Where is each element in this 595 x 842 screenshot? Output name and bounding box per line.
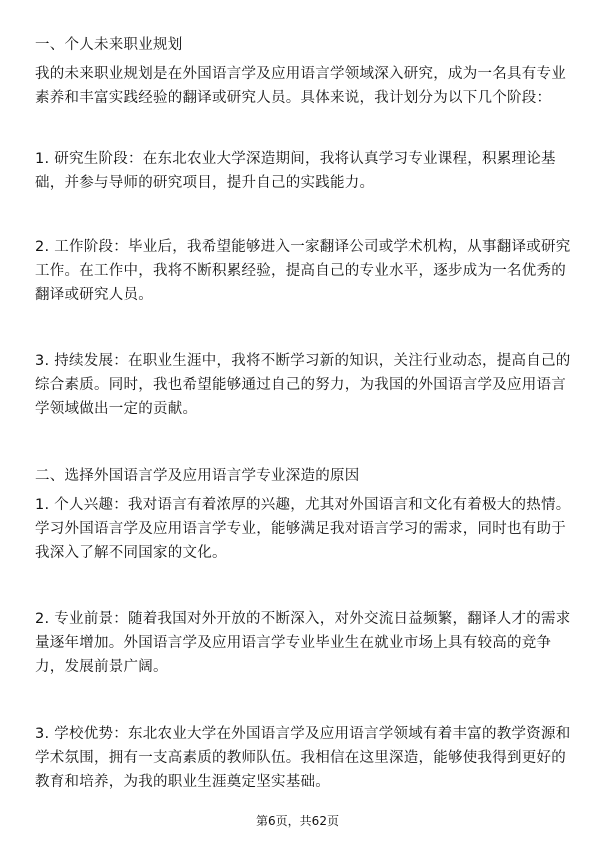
paragraph-line: 翻译或研究人员。 xyxy=(35,287,153,303)
section-heading-1 xyxy=(35,33,563,57)
paragraph-line: 学领域做出一定的贡献。 xyxy=(35,401,198,417)
section-heading-2 xyxy=(35,464,563,488)
reason-1-paragraph xyxy=(35,493,571,565)
paragraph-line: 量逐年增加。外国语言学及应用语言学专业毕业生在就业市场上具有较高的竞争 xyxy=(35,635,552,651)
paragraph-line: 2. 专业前景：随着我国对外开放的不断深入，对外交流日益频繁，翻译人才的需求 xyxy=(35,611,571,627)
heading-text: 一、个人未来职业规划 xyxy=(35,37,183,53)
stage-1-paragraph xyxy=(35,147,563,195)
reason-3-paragraph xyxy=(35,722,571,794)
heading-text: 二、选择外国语言学及应用语言学专业深造的原因 xyxy=(35,468,360,484)
stage-3-paragraph xyxy=(35,349,571,421)
paragraph-line: 综合素质。同时，我也希望能够通过自己的努力，为我国的外国语言学及应用语言 xyxy=(35,377,566,393)
paragraph-line: 学术氛围，拥有一支高素质的教师队伍。我相信在这里深造，能够使我得到更好的 xyxy=(35,750,566,766)
paragraph-line: 1. 个人兴趣：我对语言有着浓厚的兴趣，尤其对外国语言和文化有着极大的热情。 xyxy=(35,497,571,513)
paragraph-line: 教育和培养，为我的职业生涯奠定坚实基础。 xyxy=(35,774,330,790)
paragraph-line: 素养和丰富实践经验的翻译或研究人员。具体来说，我计划分为以下几个阶段： xyxy=(35,90,552,106)
paragraph-line: 2. 工作阶段：毕业后，我希望能够进入一家翻译公司或学术机构，从事翻译或研究 xyxy=(35,239,571,255)
paragraph-line: 3. 学校优势：东北农业大学在外国语言学及应用语言学领域有着丰富的教学资源和 xyxy=(35,726,571,742)
paragraph-line: 3. 持续发展：在职业生涯中，我将不断学习新的知识，关注行业动态，提高自己的 xyxy=(35,353,571,369)
intro-paragraph xyxy=(35,62,566,110)
page-number: 第6页，共62页 xyxy=(256,814,339,828)
paragraph-line: 我深入了解不同国家的文化。 xyxy=(35,545,227,561)
paragraph-line: 力，发展前景广阔。 xyxy=(35,659,168,675)
paragraph-line: 我的未来职业规划是在外国语言学及应用语言学领域深入研究，成为一名具有专业 xyxy=(35,66,566,82)
paragraph-line: 1. 研究生阶段：在东北农业大学深造期间，我将认真学习专业课程，积累理论基 xyxy=(35,151,556,167)
paragraph-line: 学习外国语言学及应用语言学专业，能够满足我对语言学习的需求，同时也有助于 xyxy=(35,521,566,537)
paragraph-line: 工作。在工作中，我将不断积累经验，提高自己的专业水平，逐步成为一名优秀的 xyxy=(35,263,566,279)
stage-2-paragraph xyxy=(35,235,571,307)
paragraph-line: 础，并参与导师的研究项目，提升自己的实践能力。 xyxy=(35,175,375,191)
reason-2-paragraph xyxy=(35,607,571,679)
